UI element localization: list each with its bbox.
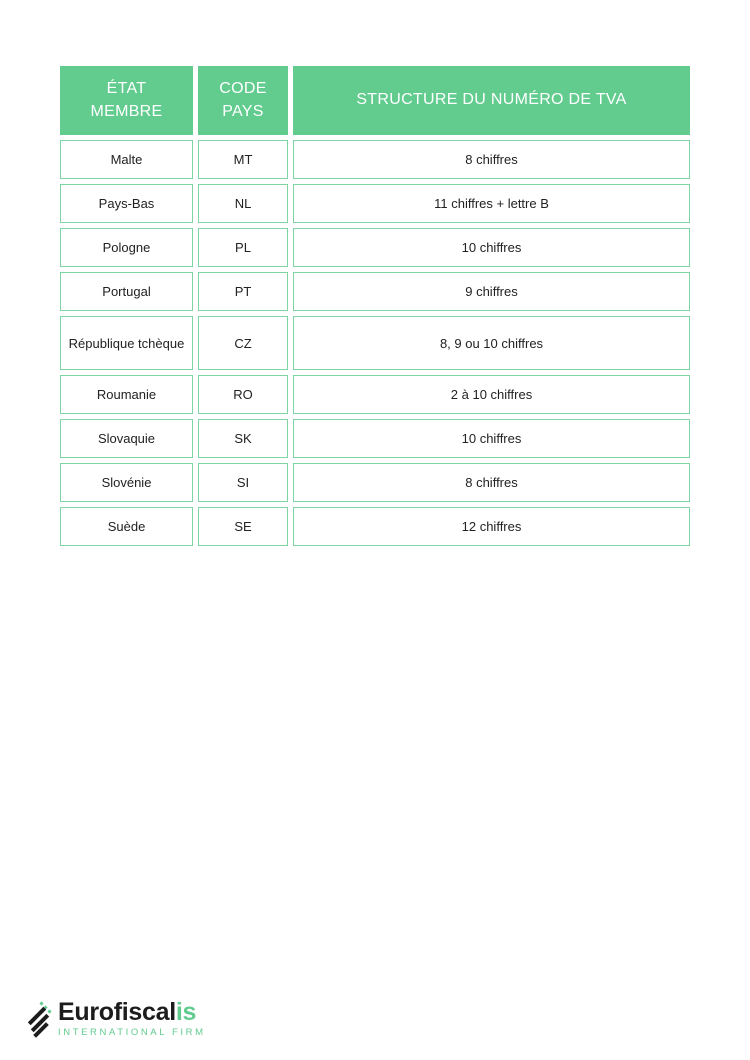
cell-vat-structure: 11 chiffres + lettre B (293, 184, 690, 223)
header-vat-structure: STRUCTURE DU NUMÉRO DE TVA (293, 66, 690, 135)
cell-member-state: Pays-Bas (60, 184, 193, 223)
cell-vat-structure: 8 chiffres (293, 140, 690, 179)
cell-country-code: CZ (198, 316, 288, 370)
cell-country-code: SK (198, 419, 288, 458)
eurofiscalis-logo-icon (26, 1000, 54, 1040)
brand-name-accent: is (175, 998, 197, 1026)
cell-vat-structure: 8, 9 ou 10 chiffres (293, 316, 690, 370)
cell-country-code: SI (198, 463, 288, 502)
table-row (60, 463, 690, 502)
brand-name-main: Eurofiscal (58, 998, 176, 1026)
header-member-state: ÉTAT MEMBRE (60, 66, 193, 135)
cell-country-code: SE (198, 507, 288, 546)
cell-member-state: Pologne (60, 228, 193, 267)
header-country-code: CODE PAYS (198, 66, 288, 135)
table-row (60, 316, 690, 370)
brand-name (58, 998, 206, 1026)
vat-structure-table (60, 66, 690, 551)
cell-member-state: Slovénie (60, 463, 193, 502)
table-header-row (60, 66, 690, 135)
cell-vat-structure: 12 chiffres (293, 507, 690, 546)
cell-member-state: Portugal (60, 272, 193, 311)
cell-country-code: RO (198, 375, 288, 414)
cell-vat-structure: 10 chiffres (293, 419, 690, 458)
brand (58, 998, 206, 1038)
brand-tagline: INTERNATIONAL FIRM (58, 1027, 206, 1038)
table-row (60, 184, 690, 223)
table-row (60, 507, 690, 546)
cell-vat-structure: 10 chiffres (293, 228, 690, 267)
cell-country-code: MT (198, 140, 288, 179)
cell-member-state: Suède (60, 507, 193, 546)
cell-vat-structure: 8 chiffres (293, 463, 690, 502)
cell-vat-structure: 2 à 10 chiffres (293, 375, 690, 414)
table-row (60, 140, 690, 179)
table-row (60, 419, 690, 458)
cell-member-state: Slovaquie (60, 419, 193, 458)
table-row (60, 228, 690, 267)
cell-country-code: PL (198, 228, 288, 267)
cell-member-state: Roumanie (60, 375, 193, 414)
cell-country-code: PT (198, 272, 288, 311)
footer-logo (26, 998, 206, 1040)
cell-vat-structure: 9 chiffres (293, 272, 690, 311)
cell-member-state: République tchèque (60, 316, 193, 370)
cell-member-state: Malte (60, 140, 193, 179)
table-row (60, 375, 690, 414)
table-row (60, 272, 690, 311)
cell-country-code: NL (198, 184, 288, 223)
